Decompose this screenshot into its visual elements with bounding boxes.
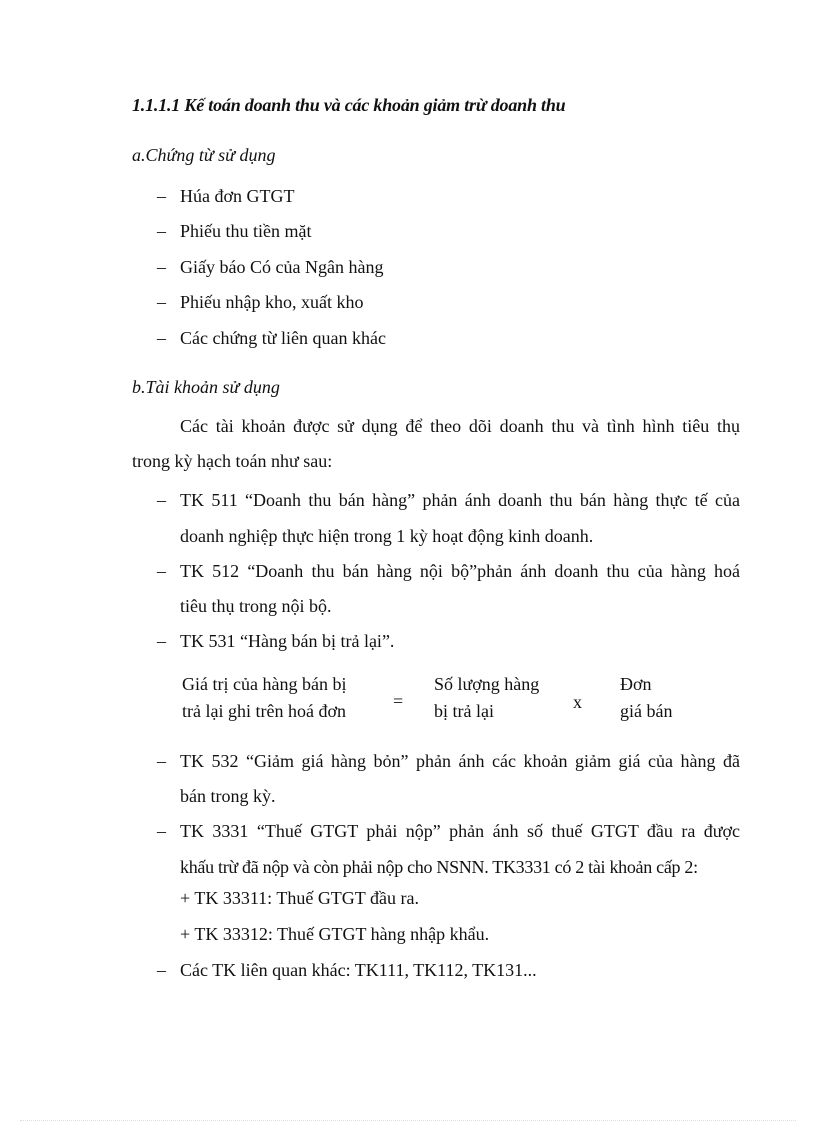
intro-paragraph-line: Các tài khoản được sử dụng để theo dõi doanh thu và tình hình tiêu thụ [180, 416, 740, 436]
list-item: – Phiếu thu tiền mặt [157, 221, 312, 241]
list-item-related: – Các TK liên quan khác: TK111, TK112, TK131... [157, 960, 537, 980]
tk532-text: bán trong kỳ. [180, 786, 276, 806]
tk511-text: TK 511 “Doanh thu bán hàng” phản ánh doanh thu bán hàng thực tế của [180, 490, 740, 510]
subsection-b-title: b.Tài khoản sử dụng [132, 377, 280, 397]
list-item: – Giấy báo Có của Ngân hàng [157, 257, 384, 277]
sub-account-item: + TK 33312: Thuế GTGT hàng nhập khẩu. [180, 924, 490, 944]
tk511-text: doanh nghiệp thực hiện trong 1 kỳ hoạt động kinh doanh. [180, 526, 594, 546]
formula-left-term: trả lại ghi trên hoá đơn [182, 701, 346, 721]
tk512-text: TK 512 “Doanh thu bán hàng nội bộ”phản ánh doanh thu của hàng hoá [180, 561, 740, 581]
list-item-tk511: – [157, 490, 166, 510]
list-item: – Phiếu nhập kho, xuất kho [157, 292, 364, 312]
page-bottom-border [20, 1120, 796, 1121]
intro-paragraph-line: trong kỳ hạch toán như sau: [132, 451, 333, 471]
list-item-tk531: – TK 531 “Hàng bán bị trả lại”. [157, 631, 395, 651]
formula-times-sign: x [573, 692, 582, 712]
formula-right-term: giá bán [620, 701, 673, 721]
formula-middle-term: Số lượng hàng [434, 674, 540, 694]
formula-left-term: Giá trị của hàng bán bị [182, 674, 347, 694]
formula-equals-sign: = [393, 691, 404, 711]
tk3331-text: TK 3331 “Thuế GTGT phải nộp” phản ánh số thuế GTGT đầu ra được [180, 821, 740, 841]
list-item-tk3331: – [157, 821, 166, 841]
sub-account-item: + TK 33311: Thuế GTGT đầu ra. [180, 888, 419, 908]
list-item-tk512: – [157, 561, 166, 581]
list-item: – Húa đơn GTGT [157, 186, 295, 206]
tk512-text: tiêu thụ trong nội bộ. [180, 596, 332, 616]
tk532-text: TK 532 “Giảm giá hàng bỏn” phản ánh các khoản giảm giá của hàng đã [180, 751, 740, 771]
subsection-a-title: a.Chứng từ sử dụng [132, 145, 276, 165]
list-item: – Các chứng từ liên quan khác [157, 328, 386, 348]
tk3331-text: khấu trừ đã nộp và còn phải nộp cho NSNN. TK3331 có 2 tài khoản cấp 2: [180, 857, 698, 877]
list-item-tk532: – [157, 751, 166, 771]
formula-right-term: Đơn [620, 674, 652, 694]
formula-middle-term: bị trả lại [434, 701, 494, 721]
section-heading: 1.1.1.1 Kế toán doanh thu và các khoản giảm trừ doanh thu [132, 95, 566, 115]
